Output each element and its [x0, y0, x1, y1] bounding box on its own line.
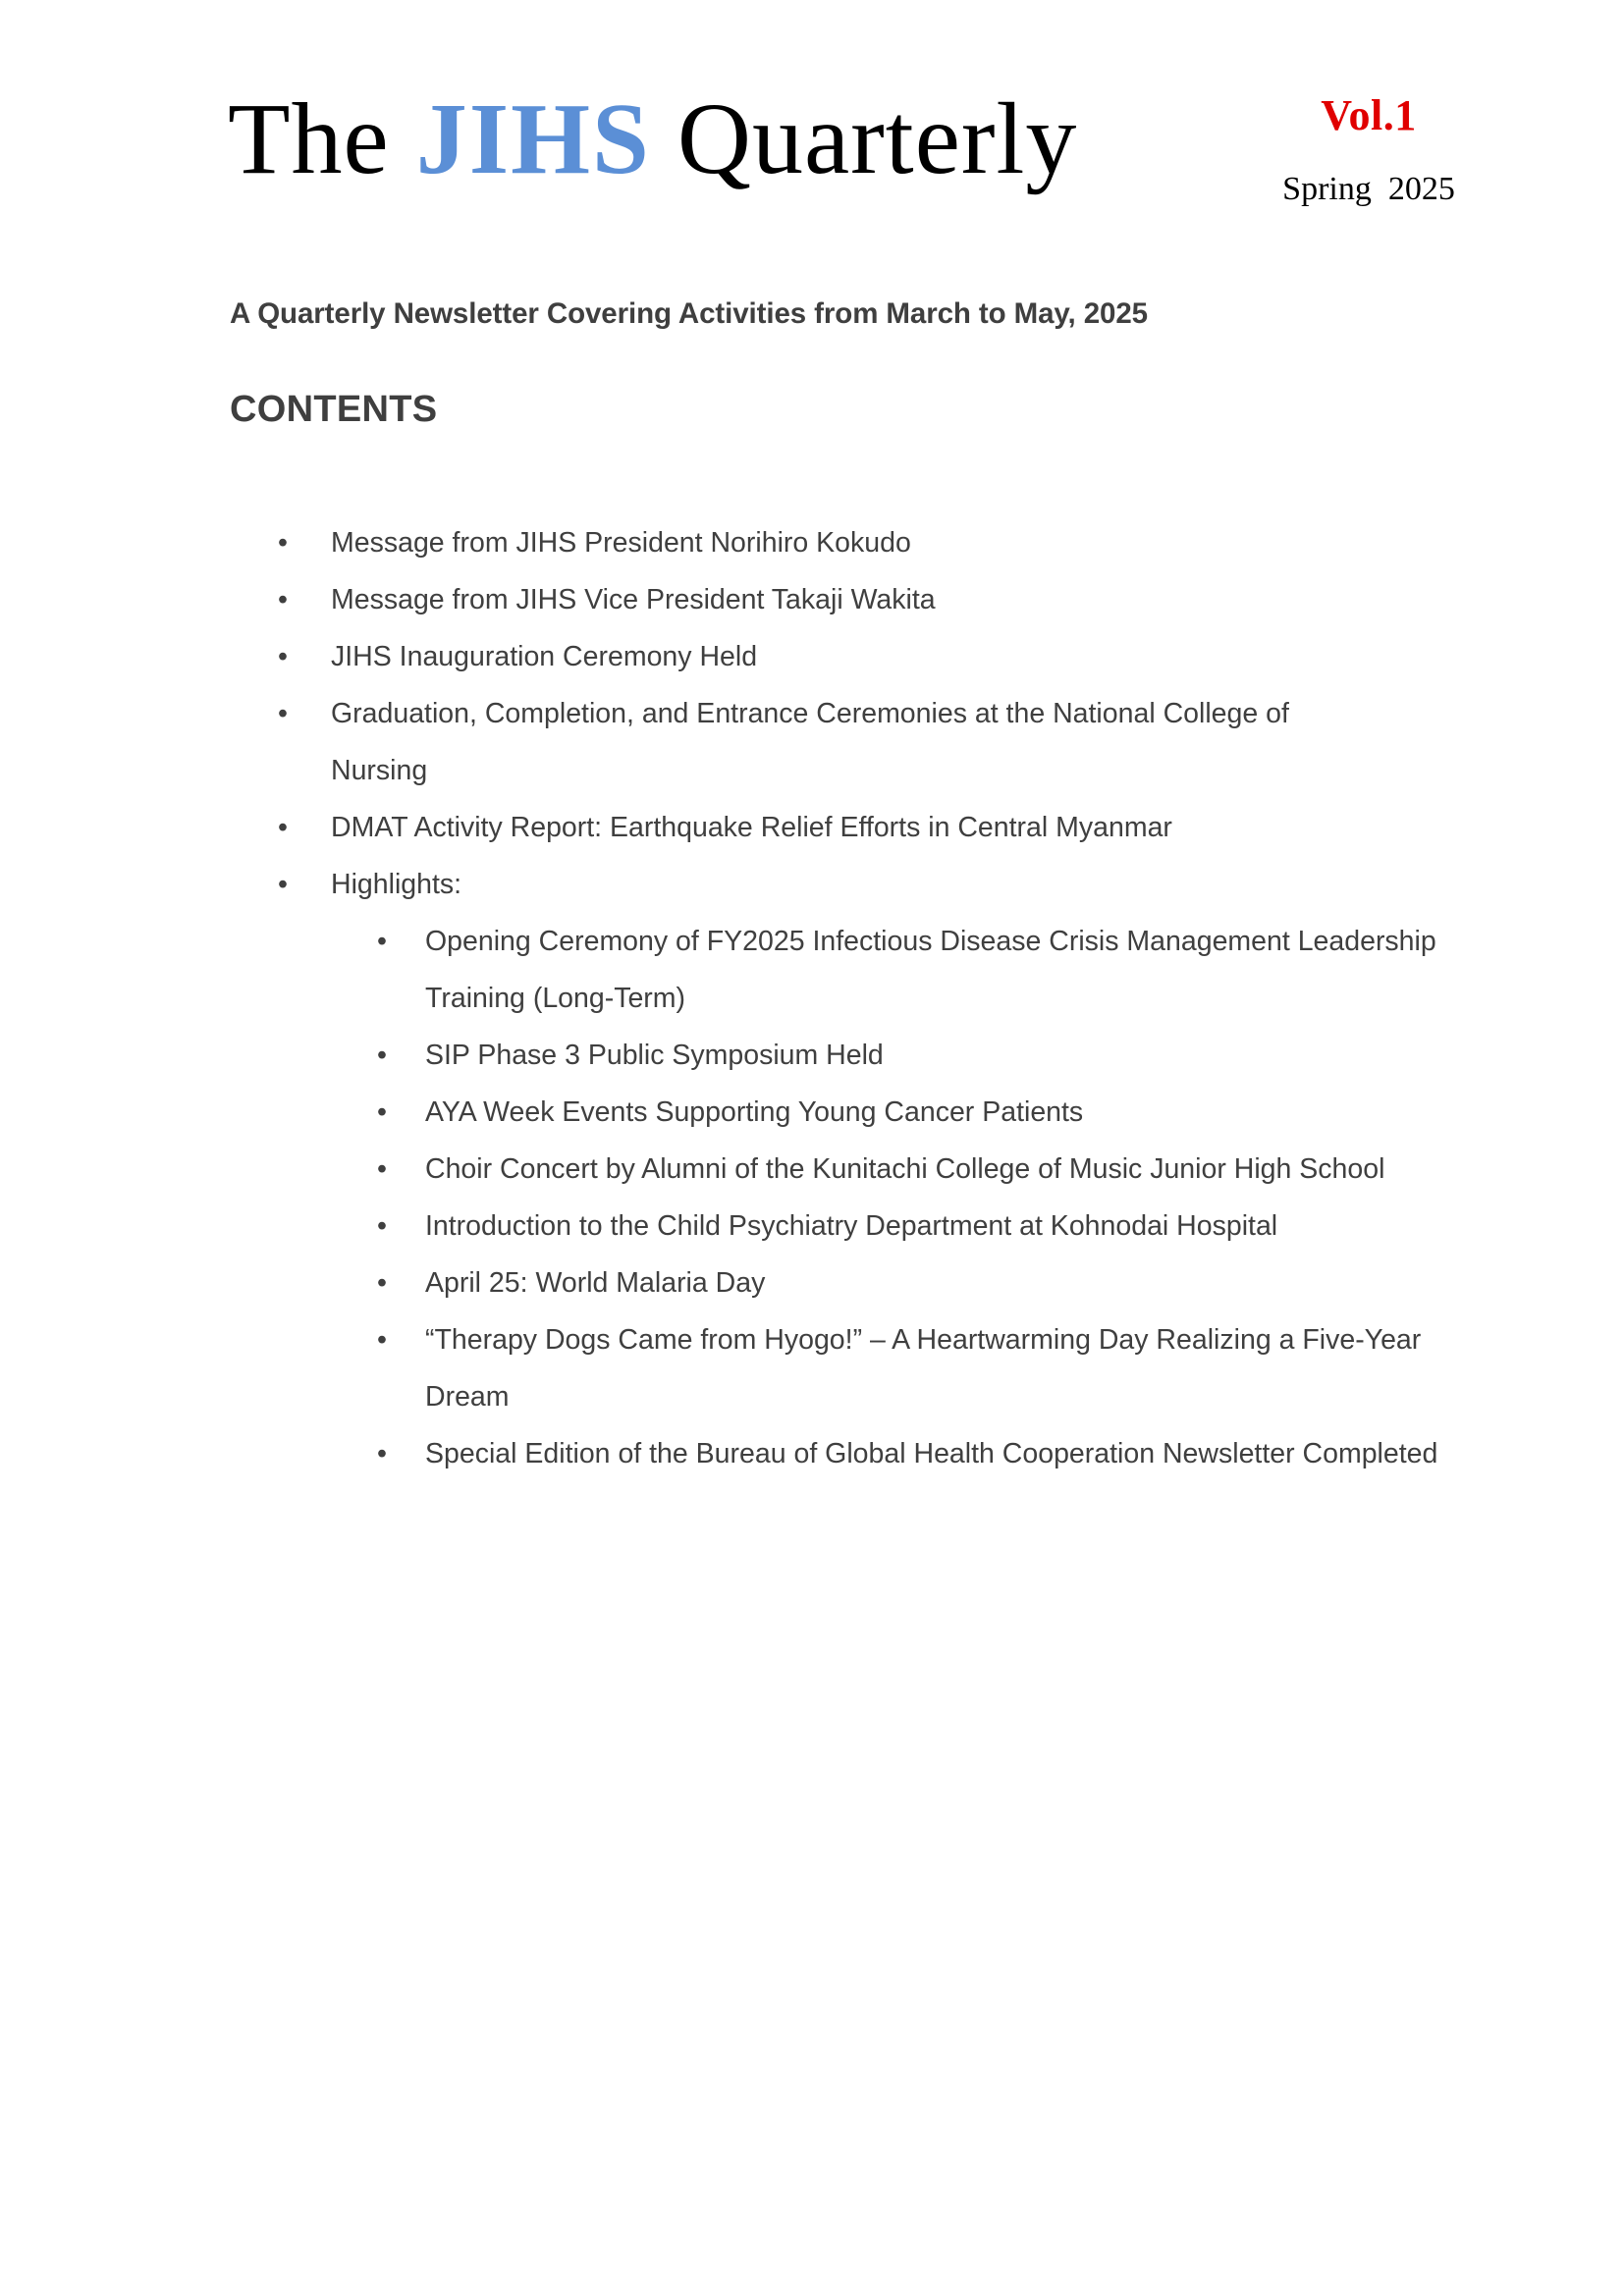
bullet-icon: • [278, 869, 288, 900]
toc-item-level-1[interactable] [0, 514, 1624, 571]
toc-item-level-2[interactable] [0, 1311, 1624, 1425]
toc-item-level-1[interactable] [0, 628, 1624, 685]
toc-item-label: Message from JIHS President Norihiro Kokudo [331, 527, 911, 559]
bullet-icon: • [377, 926, 387, 957]
bullet-icon: • [377, 1096, 387, 1128]
volume-label: Vol.1 [1321, 91, 1417, 139]
toc-item-label: Introduction to the Child Psychiatry Department at Kohnodai Hospital [425, 1210, 1278, 1242]
toc-item-label: Choir Concert by Alumni of the Kunitachi College of Music Junior High School [425, 1153, 1385, 1185]
contents-heading: CONTENTS [230, 389, 438, 430]
toc-item-label: Graduation, Completion, and Entrance Ceremonies at the National College of Nursing [331, 698, 1289, 786]
toc-item-level-2[interactable] [0, 1198, 1624, 1255]
toc-item-level-2[interactable] [0, 1425, 1624, 1482]
toc-item-label: April 25: World Malaria Day [425, 1267, 766, 1299]
toc-item-level-2[interactable] [0, 1141, 1624, 1198]
title-word-the: The [228, 82, 416, 195]
masthead [0, 0, 1624, 245]
bullet-icon: • [278, 698, 288, 729]
toc-item-level-2[interactable] [0, 1084, 1624, 1141]
bullet-icon: • [377, 1438, 387, 1469]
toc-item-label: AYA Week Events Supporting Young Cancer Patients [425, 1096, 1084, 1128]
bullet-icon: • [278, 527, 288, 559]
toc-item-level-2[interactable] [0, 913, 1624, 1027]
bullet-icon: • [377, 1040, 387, 1071]
bullet-icon: • [278, 584, 288, 615]
page-title [228, 82, 1078, 195]
toc-item-label: SIP Phase 3 Public Symposium Held [425, 1040, 884, 1071]
toc-item-level-2[interactable] [0, 1027, 1624, 1084]
bullet-icon: • [377, 1153, 387, 1185]
toc-item-label: Opening Ceremony of FY2025 Infectious Disease Crisis Management Leadership Training (Long-Term) [425, 926, 1436, 1014]
newsletter-subtitle: A Quarterly Newsletter Covering Activities from March to May, 2025 [230, 297, 1148, 330]
toc-item-level-1[interactable] [0, 571, 1624, 628]
bullet-icon: • [377, 1324, 387, 1356]
table-of-contents [0, 514, 1624, 1482]
title-word-jihs: JIHS [415, 82, 651, 195]
toc-item-label: Message from JIHS Vice President Takaji Wakita [331, 584, 936, 615]
toc-item-label: DMAT Activity Report: Earthquake Relief Efforts in Central Myanmar [331, 812, 1172, 843]
toc-item-level-2[interactable] [0, 1255, 1624, 1311]
toc-item-level-1[interactable] [0, 799, 1624, 856]
bullet-icon: • [278, 812, 288, 843]
toc-item-label: JIHS Inauguration Ceremony Held [331, 641, 758, 672]
title-word-quarterly: Quarterly [650, 82, 1078, 195]
bullet-icon: • [377, 1267, 387, 1299]
toc-item-level-1[interactable] [0, 685, 1624, 799]
toc-item-label: Highlights: [331, 869, 462, 900]
toc-item-level-1[interactable] [0, 856, 1624, 913]
bullet-icon: • [278, 641, 288, 672]
toc-item-label: Special Edition of the Bureau of Global Health Cooperation Newsletter Completed [425, 1438, 1438, 1469]
issue-season-label: Spring 2025 [1282, 171, 1455, 207]
bullet-icon: • [377, 1210, 387, 1242]
toc-item-label: “Therapy Dogs Came from Hyogo!” – A Heartwarming Day Realizing a Five-Year Dream [425, 1324, 1422, 1413]
